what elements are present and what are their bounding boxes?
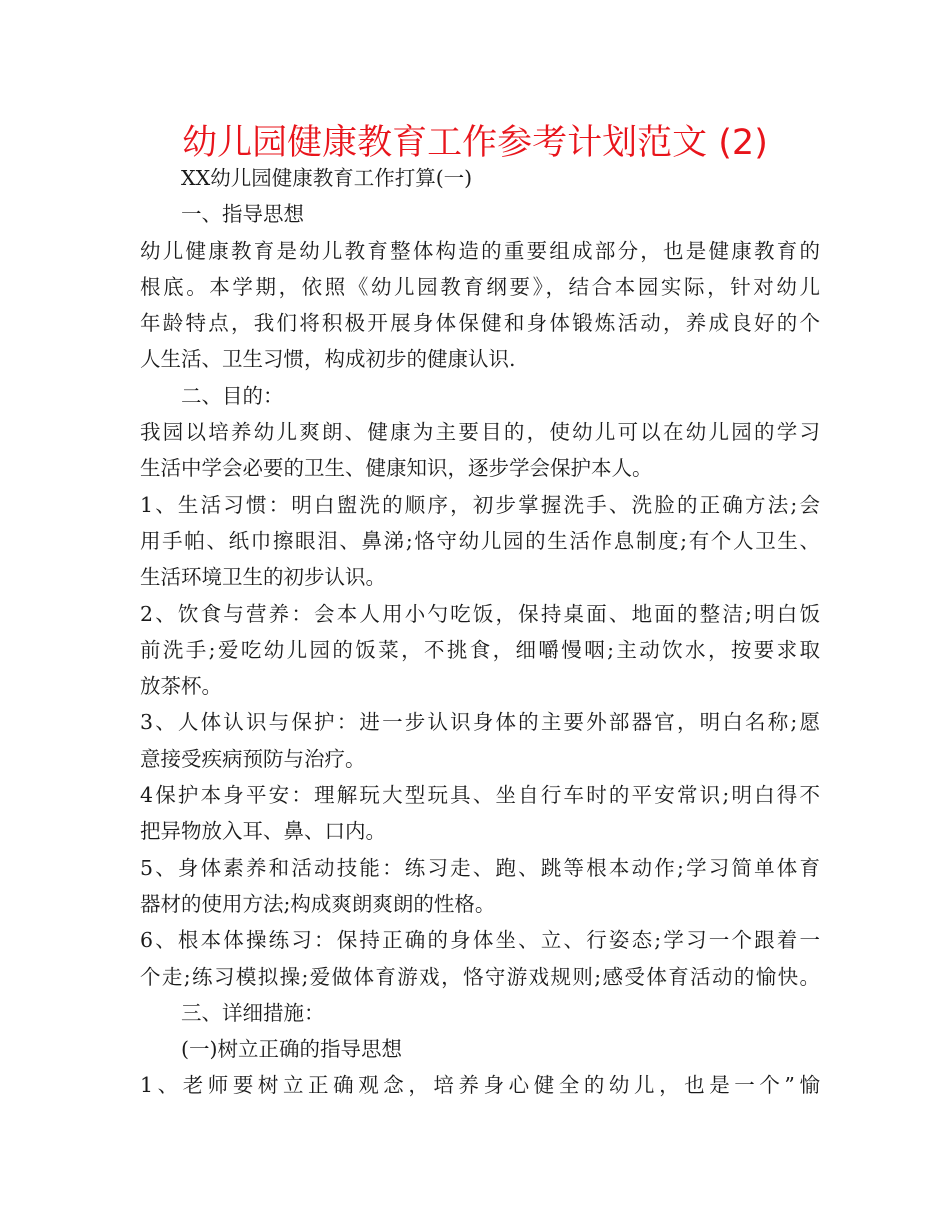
text-line: 我园以培养幼儿爽朗、健康为主要目的，使幼儿可以在幼儿园的学习 xyxy=(140,420,820,445)
text-line: 人生活、卫生习惯，构成初步的健康认识. xyxy=(140,347,516,372)
text-line: 一、指导思想 xyxy=(181,202,304,227)
text-line: 前洗手;爱吃幼儿园的饭菜，不挑食，细嚼慢咽;主动饮水，按要求取 xyxy=(140,637,820,662)
text-line: 1、生活习惯：明白盥洗的顺序，初步掌握洗手、洗脸的正确方法;会 xyxy=(140,492,820,517)
text-line: 年龄特点，我们将积极开展身体保健和身体锻炼活动，养成良好的个 xyxy=(140,311,820,336)
text-line: 5、身体素养和活动技能：练习走、跑、跳等根本动作;学习简单体育 xyxy=(140,855,820,880)
text-line: 幼儿健康教育是幼儿教育整体构造的重要组成部分，也是健康教育的 xyxy=(140,238,820,263)
text-line: 4保护本身平安：理解玩大型玩具、坐自行车时的平安常识;明白得不 xyxy=(140,783,820,808)
text-line: 放茶杯。 xyxy=(140,674,222,699)
text-line: 3、人体认识与保护：进一步认识身体的主要外部器官，明白名称;愿 xyxy=(140,710,820,735)
document-title: 幼儿园健康教育工作参考计划范文 (2) xyxy=(182,123,768,163)
text-line: XX幼儿园健康教育工作打算(一) xyxy=(181,166,473,190)
text-line: 三、详细措施： xyxy=(181,1000,325,1025)
text-line: 把异物放入耳、鼻、口内。 xyxy=(140,819,386,844)
text-line: 生活环境卫生的初步认识。 xyxy=(140,565,386,590)
document-body xyxy=(140,160,820,1104)
text-line: 6、根本体操练习：保持正确的身体坐、立、行姿态;学习一个跟着一 xyxy=(140,928,820,953)
text-line: 根底。本学期，依照《幼儿园教育纲要》，结合本园实际，针对幼儿 xyxy=(140,274,820,299)
text-line: 意接受疾病预防与治疗。 xyxy=(140,746,366,771)
text-line: 器材的使用方法;构成爽朗爽朗的性格。 xyxy=(140,891,496,916)
text-line: 生活中学会必要的卫生、健康知识，逐步学会保护本人。 xyxy=(140,456,653,481)
text-line: 二、目的： xyxy=(181,383,284,408)
text-line: 用手帕、纸巾擦眼泪、鼻涕;恪守幼儿园的生活作息制度;有个人卫生、 xyxy=(140,528,820,553)
text-line: 个走;练习模拟操;爱做体育游戏，恪守游戏规则;感受体育活动的愉快。 xyxy=(140,964,820,989)
text-line: 1、老师要树立正确观念，培养身心健全的幼儿，也是一个”愉 xyxy=(140,1073,820,1098)
text-line: 2、饮食与营养：会本人用小勺吃饭，保持桌面、地面的整洁;明白饭 xyxy=(140,601,820,626)
text-line: (一)树立正确的指导思想 xyxy=(181,1037,402,1062)
